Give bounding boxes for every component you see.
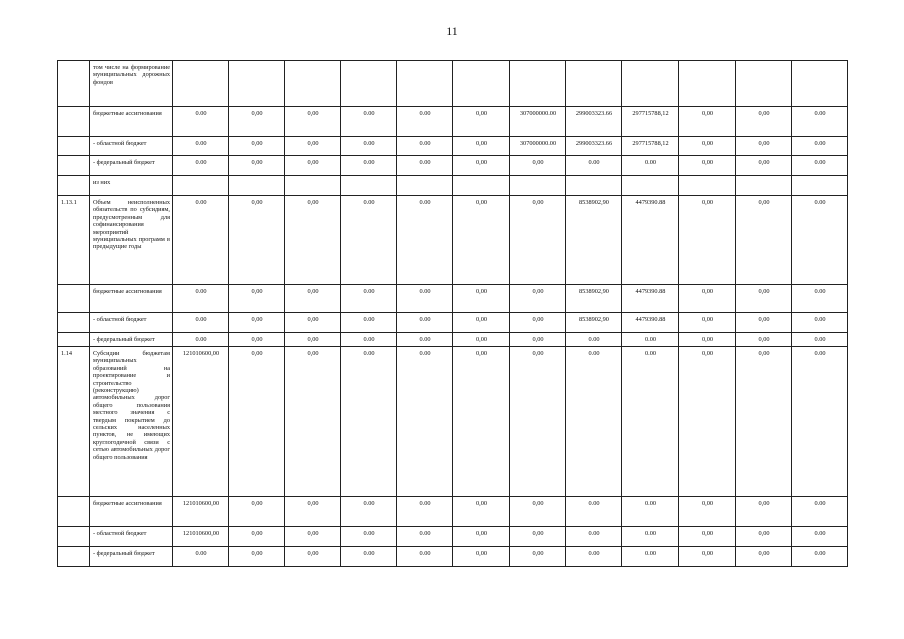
row-description-cell: - федеральный бюджет: [90, 156, 173, 176]
value-cell: 0.00: [341, 285, 397, 313]
value-cell: 0.00: [341, 137, 397, 156]
row-description-cell: бюджетные ассигнования: [90, 107, 173, 137]
value-cell: 0.00: [397, 137, 453, 156]
value-cell: 0.00: [792, 547, 848, 567]
value-cell: 0.00: [566, 497, 622, 527]
budget-table: [57, 60, 848, 567]
value-cell: 0,00: [229, 137, 285, 156]
table-row: [58, 527, 848, 547]
table-row: [58, 497, 848, 527]
value-cell: 8538902,90: [566, 196, 622, 285]
value-cell: 0.00: [341, 313, 397, 333]
value-cell: 0,00: [736, 333, 792, 347]
row-code-cell: [58, 333, 90, 347]
value-cell: 0.00: [397, 347, 453, 497]
table-row: [58, 156, 848, 176]
value-cell: 0,00: [453, 285, 510, 313]
value-cell: [453, 61, 510, 107]
value-cell: 0,00: [510, 313, 566, 333]
value-cell: 0,00: [736, 347, 792, 497]
value-cell: [173, 61, 229, 107]
row-description-cell: - федеральный бюджет: [90, 547, 173, 567]
row-code-cell: 1.14: [58, 347, 90, 497]
value-cell: 0.00: [792, 107, 848, 137]
value-cell: 8538902,90: [566, 313, 622, 333]
value-cell: 0,00: [453, 497, 510, 527]
value-cell: 4479390.88: [622, 313, 679, 333]
value-cell: 0,00: [510, 333, 566, 347]
value-cell: [566, 61, 622, 107]
table-row: [58, 333, 848, 347]
value-cell: 0.00: [341, 347, 397, 497]
value-cell: 0,00: [510, 285, 566, 313]
row-description-cell: бюджетные ассигнования: [90, 285, 173, 313]
value-cell: 0,00: [679, 107, 736, 137]
value-cell: 0,00: [510, 547, 566, 567]
value-cell: 307000000.00: [510, 107, 566, 137]
row-code-cell: [58, 176, 90, 196]
row-description-cell: из них: [90, 176, 173, 196]
value-cell: 0,00: [285, 285, 341, 313]
row-code-cell: [58, 313, 90, 333]
value-cell: 0.00: [397, 547, 453, 567]
value-cell: 0.00: [173, 196, 229, 285]
value-cell: 121010600,00: [173, 347, 229, 497]
value-cell: [285, 61, 341, 107]
table-row: [58, 176, 848, 196]
value-cell: 4479390.88: [622, 196, 679, 285]
value-cell: 0.00: [397, 107, 453, 137]
row-description-cell: том числе на формирование муниципальных дорожных фондов: [90, 61, 173, 107]
value-cell: [341, 176, 397, 196]
row-code-cell: [58, 61, 90, 107]
value-cell: 307000000.00: [510, 137, 566, 156]
value-cell: 0,00: [229, 547, 285, 567]
row-code-cell: [58, 547, 90, 567]
value-cell: 0.00: [792, 497, 848, 527]
value-cell: 0.00: [173, 156, 229, 176]
value-cell: 0,00: [453, 137, 510, 156]
value-cell: 0.00: [173, 547, 229, 567]
value-cell: 0,00: [453, 107, 510, 137]
row-code-cell: [58, 285, 90, 313]
value-cell: 0,00: [679, 347, 736, 497]
table-row: [58, 196, 848, 285]
value-cell: 0.00: [792, 527, 848, 547]
value-cell: 0,00: [453, 196, 510, 285]
value-cell: 0,00: [736, 313, 792, 333]
value-cell: 0,00: [453, 547, 510, 567]
value-cell: 0.00: [397, 527, 453, 547]
value-cell: [453, 176, 510, 196]
value-cell: [397, 61, 453, 107]
value-cell: 0.00: [397, 497, 453, 527]
value-cell: 0,00: [736, 497, 792, 527]
table-row: [58, 61, 848, 107]
table-row: [58, 347, 848, 497]
value-cell: 0,00: [229, 497, 285, 527]
value-cell: 8538902,90: [566, 285, 622, 313]
value-cell: 0.00: [566, 347, 622, 497]
row-code-cell: [58, 107, 90, 137]
value-cell: [792, 176, 848, 196]
value-cell: 0,00: [285, 313, 341, 333]
value-cell: 0.00: [173, 285, 229, 313]
value-cell: 0.00: [341, 497, 397, 527]
value-cell: 0.00: [792, 156, 848, 176]
value-cell: 0.00: [173, 137, 229, 156]
value-cell: 0,00: [679, 137, 736, 156]
value-cell: 0.00: [566, 333, 622, 347]
value-cell: 0,00: [679, 196, 736, 285]
row-code-cell: 1.13.1: [58, 196, 90, 285]
value-cell: 0.00: [341, 196, 397, 285]
value-cell: 0,00: [285, 333, 341, 347]
value-cell: 0.00: [622, 497, 679, 527]
value-cell: [622, 61, 679, 107]
value-cell: 0.00: [397, 196, 453, 285]
value-cell: [679, 176, 736, 196]
value-cell: 0.00: [397, 285, 453, 313]
row-description-cell: Субсидии бюджетам муниципальных образований на проектирование и строительство (реконструкцию) автомобильных дорог общего пользования местного значения с твердым покрытием до сельских населенных пунктов, не имеющих круглогодичной связи с сетью автомобильных дорог общего пользования: [90, 347, 173, 497]
table-row: [58, 137, 848, 156]
row-description-cell: бюджетные ассигнования: [90, 497, 173, 527]
table-row: [58, 313, 848, 333]
value-cell: 0.00: [792, 196, 848, 285]
value-cell: 0,00: [679, 313, 736, 333]
value-cell: 121010600,00: [173, 497, 229, 527]
value-cell: 0,00: [453, 347, 510, 497]
row-description-cell: - областной бюджет: [90, 137, 173, 156]
value-cell: 0.00: [792, 137, 848, 156]
value-cell: 0,00: [736, 156, 792, 176]
value-cell: 0,00: [229, 313, 285, 333]
value-cell: 0,00: [510, 196, 566, 285]
table-row: [58, 107, 848, 137]
value-cell: [173, 176, 229, 196]
value-cell: 0.00: [341, 107, 397, 137]
value-cell: 0.00: [622, 347, 679, 497]
value-cell: [679, 61, 736, 107]
value-cell: 0,00: [453, 156, 510, 176]
value-cell: 0.00: [566, 527, 622, 547]
value-cell: [397, 176, 453, 196]
value-cell: 0,00: [285, 137, 341, 156]
value-cell: 0,00: [736, 107, 792, 137]
value-cell: 0,00: [510, 156, 566, 176]
value-cell: [566, 176, 622, 196]
value-cell: 0.00: [566, 547, 622, 567]
value-cell: 0,00: [285, 547, 341, 567]
row-description-cell: Объем неисполненных обязательств по субсидиям, предусмотренным для софинансирования мероприятий муниципальных программ в предыдущие годы: [90, 196, 173, 285]
value-cell: 0,00: [736, 196, 792, 285]
value-cell: 0,00: [229, 107, 285, 137]
row-code-cell: [58, 497, 90, 527]
value-cell: 0.00: [622, 527, 679, 547]
value-cell: [229, 61, 285, 107]
value-cell: 0,00: [510, 497, 566, 527]
value-cell: 0.00: [566, 156, 622, 176]
value-cell: [736, 176, 792, 196]
value-cell: 0,00: [679, 547, 736, 567]
row-description-cell: - областной бюджет: [90, 313, 173, 333]
row-code-cell: [58, 137, 90, 156]
value-cell: 0.00: [397, 313, 453, 333]
value-cell: 0,00: [229, 527, 285, 547]
value-cell: 0.00: [341, 527, 397, 547]
value-cell: 0,00: [285, 347, 341, 497]
value-cell: 0.00: [397, 333, 453, 347]
value-cell: 0.00: [622, 547, 679, 567]
value-cell: 0,00: [285, 196, 341, 285]
value-cell: 0,00: [736, 527, 792, 547]
value-cell: [622, 176, 679, 196]
value-cell: [736, 61, 792, 107]
value-cell: 0,00: [510, 347, 566, 497]
value-cell: 0,00: [229, 196, 285, 285]
value-cell: 0.00: [173, 313, 229, 333]
value-cell: 299003323.66: [566, 107, 622, 137]
value-cell: [341, 61, 397, 107]
value-cell: [285, 176, 341, 196]
value-cell: 0,00: [679, 497, 736, 527]
value-cell: 0.00: [173, 333, 229, 347]
value-cell: 0,00: [679, 285, 736, 313]
row-description-cell: - федеральный бюджет: [90, 333, 173, 347]
row-code-cell: [58, 527, 90, 547]
value-cell: 0.00: [341, 333, 397, 347]
value-cell: 0.00: [792, 285, 848, 313]
value-cell: 0,00: [736, 285, 792, 313]
value-cell: 0,00: [736, 137, 792, 156]
value-cell: 0,00: [736, 547, 792, 567]
value-cell: 0.00: [341, 156, 397, 176]
value-cell: 0,00: [285, 527, 341, 547]
row-code-cell: [58, 156, 90, 176]
value-cell: 0,00: [229, 347, 285, 497]
value-cell: 297715788,12: [622, 137, 679, 156]
value-cell: 0,00: [453, 527, 510, 547]
value-cell: 0,00: [229, 333, 285, 347]
value-cell: 4479390.88: [622, 285, 679, 313]
value-cell: 0.00: [792, 333, 848, 347]
value-cell: 0.00: [792, 313, 848, 333]
value-cell: 299003323.66: [566, 137, 622, 156]
value-cell: 0,00: [229, 285, 285, 313]
table-row: [58, 285, 848, 313]
value-cell: 0.00: [397, 156, 453, 176]
value-cell: [510, 176, 566, 196]
value-cell: [510, 61, 566, 107]
value-cell: 0.00: [622, 156, 679, 176]
value-cell: 0,00: [679, 156, 736, 176]
value-cell: 0,00: [453, 333, 510, 347]
value-cell: 0,00: [510, 527, 566, 547]
value-cell: [792, 61, 848, 107]
value-cell: 0,00: [679, 333, 736, 347]
value-cell: 0,00: [229, 156, 285, 176]
page-number: 11: [446, 24, 458, 38]
value-cell: 0.00: [173, 107, 229, 137]
value-cell: [229, 176, 285, 196]
value-cell: 297715788,12: [622, 107, 679, 137]
value-cell: 0,00: [285, 107, 341, 137]
value-cell: 121010600,00: [173, 527, 229, 547]
table-row: [58, 547, 848, 567]
value-cell: 0.00: [792, 347, 848, 497]
value-cell: 0,00: [679, 527, 736, 547]
value-cell: 0.00: [622, 333, 679, 347]
value-cell: 0,00: [285, 156, 341, 176]
value-cell: 0,00: [285, 497, 341, 527]
value-cell: 0,00: [453, 313, 510, 333]
row-description-cell: - областной бюджет: [90, 527, 173, 547]
value-cell: 0.00: [341, 547, 397, 567]
